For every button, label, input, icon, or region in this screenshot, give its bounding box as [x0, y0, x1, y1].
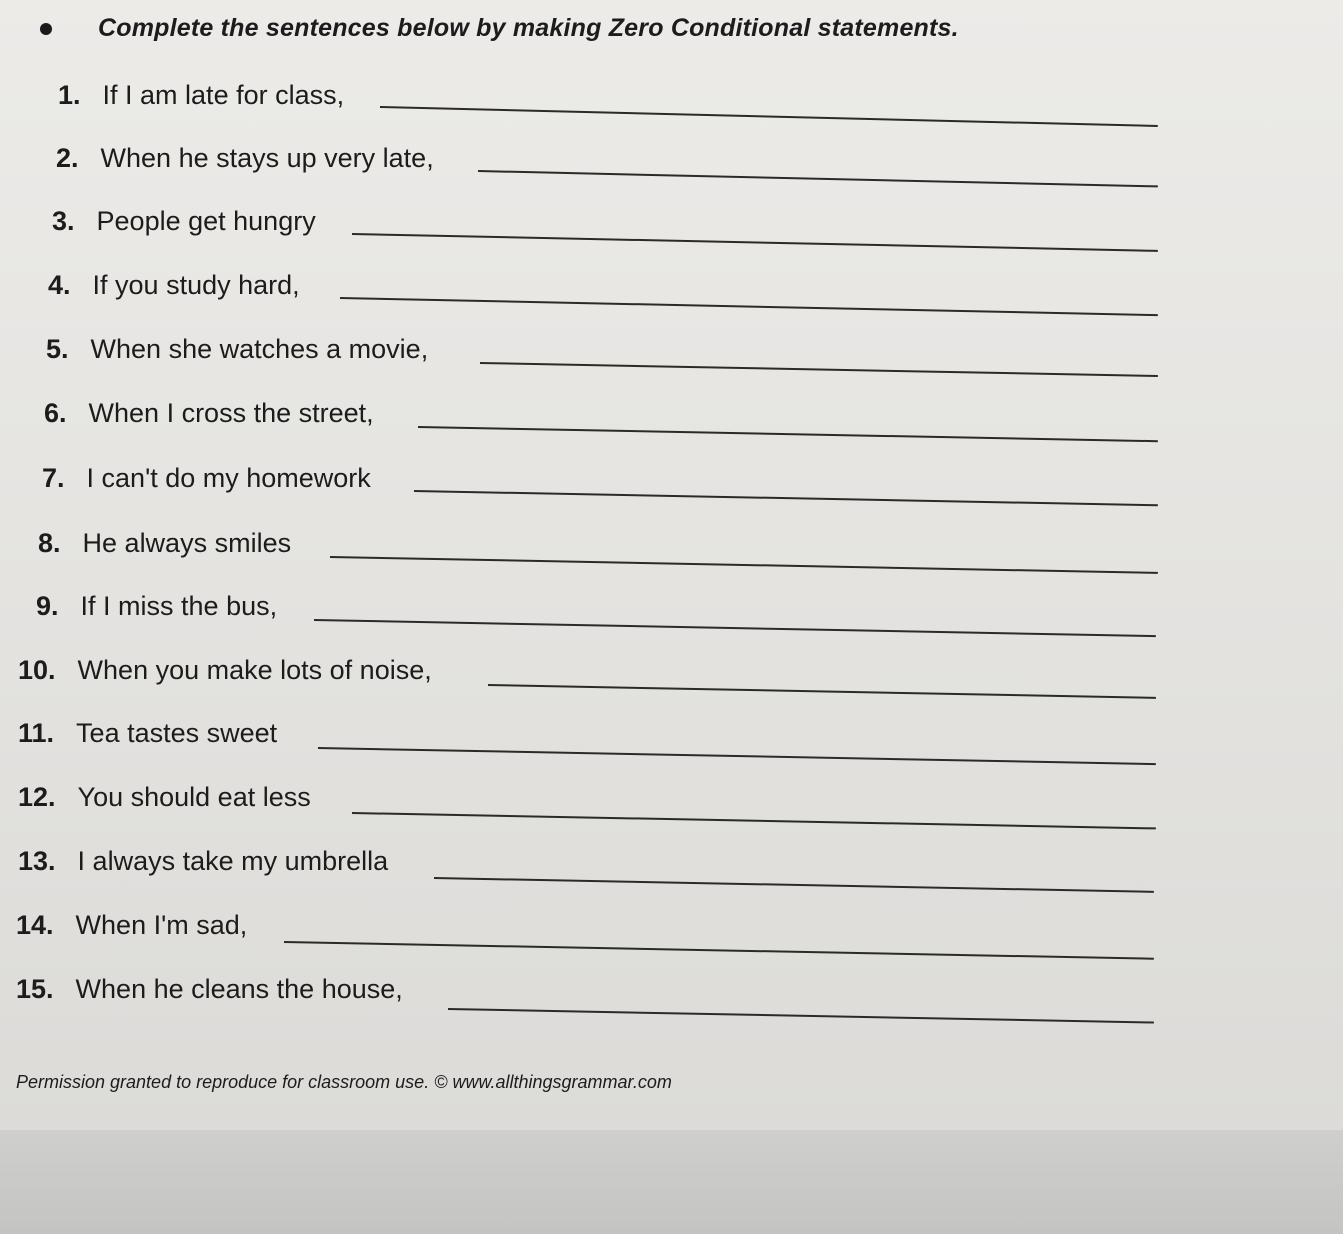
sentence-item [18, 846, 388, 877]
sentence-item [56, 143, 434, 174]
answer-blank[interactable] [448, 1008, 1154, 1024]
item-text: If you study hard, [92, 270, 300, 300]
answer-blank[interactable] [352, 233, 1158, 252]
item-number: 4. [48, 270, 71, 300]
item-text: When she watches a movie, [90, 334, 429, 364]
item-text: You should eat less [77, 782, 311, 812]
sentence-item [16, 910, 247, 941]
answer-blank[interactable] [488, 684, 1156, 699]
item-number: 8. [38, 528, 61, 558]
answer-blank[interactable] [314, 619, 1156, 637]
item-number: 9. [36, 591, 59, 621]
item-number: 11. [18, 718, 55, 748]
answer-blank[interactable] [418, 426, 1158, 442]
item-number: 2. [56, 143, 79, 173]
answer-blank[interactable] [284, 941, 1154, 960]
item-number: 7. [42, 463, 65, 493]
item-text: If I am late for class, [102, 80, 345, 110]
item-number: 10. [18, 655, 56, 685]
item-text: When you make lots of noise, [77, 655, 432, 685]
item-text: I can't do my homework [86, 463, 371, 493]
item-number: 5. [46, 334, 69, 364]
sentence-item [38, 528, 291, 559]
sentence-item [48, 270, 300, 301]
item-number: 15. [16, 974, 54, 1004]
answer-blank[interactable] [478, 170, 1158, 187]
item-number: 12. [18, 782, 56, 812]
sentence-item [46, 334, 428, 365]
item-number: 13. [18, 846, 56, 876]
sentence-item [58, 80, 344, 111]
background-surface [0, 1130, 1343, 1234]
answer-blank[interactable] [330, 556, 1158, 574]
sentence-item [16, 974, 403, 1005]
sentence-item [44, 398, 374, 429]
item-number: 6. [44, 398, 67, 428]
sentence-item [18, 718, 277, 749]
sentence-item [18, 655, 432, 686]
item-text: When he cleans the house, [75, 974, 403, 1004]
sentence-item [52, 206, 316, 237]
item-text: If I miss the bus, [80, 591, 278, 621]
item-number: 1. [58, 80, 81, 110]
answer-blank[interactable] [434, 877, 1154, 893]
answer-blank[interactable] [352, 812, 1156, 829]
instruction [40, 14, 959, 43]
answer-blank[interactable] [340, 297, 1158, 316]
sentence-item [18, 782, 311, 813]
answer-blank[interactable] [480, 362, 1158, 377]
item-text: He always smiles [82, 528, 292, 558]
item-number: 14. [16, 910, 54, 940]
answer-blank[interactable] [414, 490, 1158, 506]
item-text: When he stays up very late, [100, 143, 434, 173]
item-number: 3. [52, 206, 75, 236]
item-text: When I'm sad, [75, 910, 248, 940]
answer-blank[interactable] [380, 106, 1158, 127]
answer-blank[interactable] [318, 747, 1156, 765]
sentence-item [36, 591, 277, 622]
item-text: People get hungry [96, 206, 316, 236]
permission-footer: Permission granted to reproduce for classroom use. © www.allthingsgrammar.com [16, 1072, 672, 1092]
item-text: When I cross the street, [88, 398, 374, 428]
sentence-item [42, 463, 371, 494]
instruction-text: Complete the sentences below by making Zero Conditional statements. [98, 14, 959, 42]
bullet-icon [40, 23, 52, 35]
item-text: Tea tastes sweet [76, 718, 278, 748]
item-text: I always take my umbrella [77, 846, 389, 876]
